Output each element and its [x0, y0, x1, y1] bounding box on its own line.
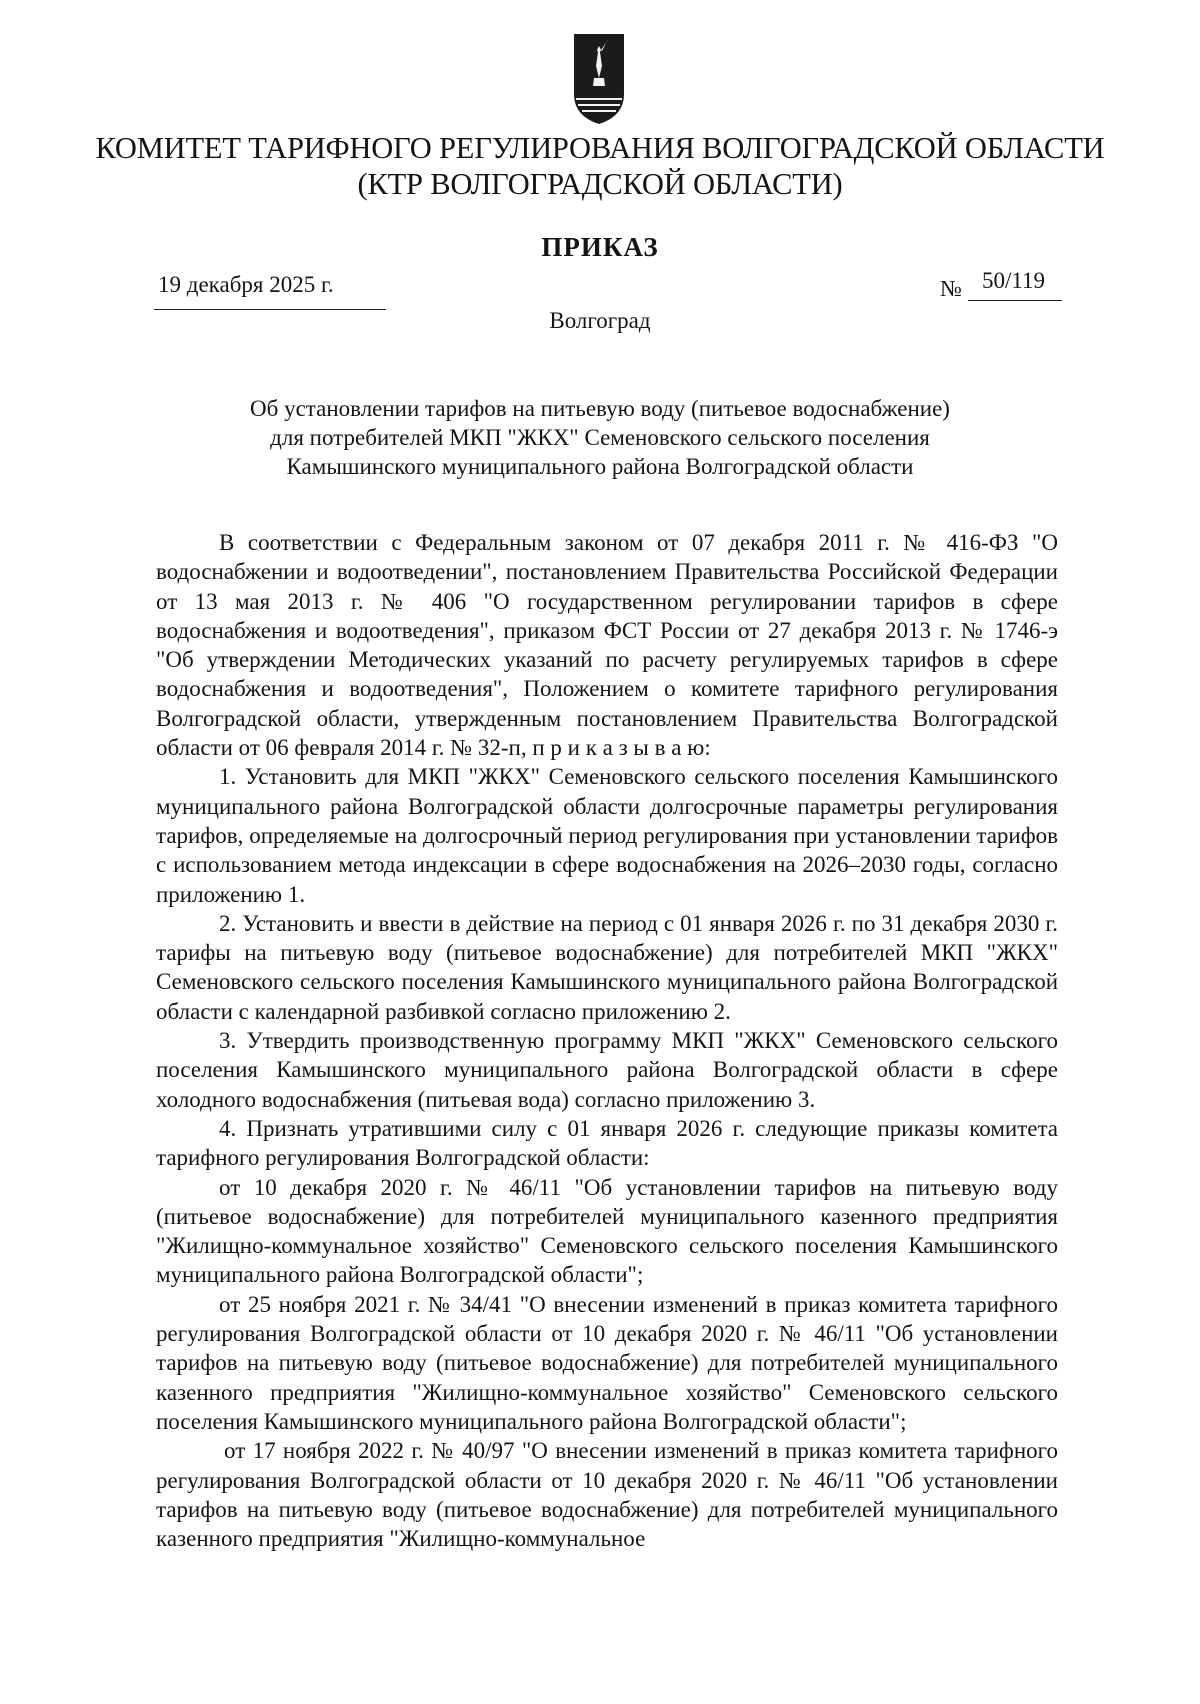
repealed-order-3: от 17 ноября 2022 г. № 40/97 "О внесении изменений в приказ комитета тарифного регулирования Волгоградской области от 10 декабря 2020 г. № 46/11 "Об установлении тарифов на питьевую воду (питьевое водоснабжение) для потребителей муниципального казенного предприятия "Жилищно-коммунальное: [156, 1438, 1058, 1552]
order-item-2: 2. Установить и ввести в действие на период с 01 января 2026 г. по 31 декабря 2030 г. тарифы на питьевую воду (питьевое водоснабжение) для потребителей МКП "ЖКХ" Семеновского сельского поселения Камышинского муниципального района Волгоградской области с календарной разбивкой согласно приложению 2.: [156, 910, 1058, 1024]
document-body: [156, 528, 1058, 1553]
document-number: 50/119: [982, 268, 1046, 293]
document-city: Волгоград: [549, 308, 651, 333]
document-subject: [0, 394, 1200, 481]
order-item-4: 4. Признать утратившими силу с 01 января 2026 г. следующие приказы комитета тарифного регулирования Волгоградской области:: [156, 1115, 1058, 1171]
repealed-order-2: от 25 ноября 2021 г. № 34/41 "О внесении изменений в приказ комитета тарифного регулирования Волгоградской области от 10 декабря 2020 г. № 46/11 "Об установлении тарифов на питьевую воду (питьевое водоснабжение) для потребителей муниципального казенного предприятия "Жилищно-коммунальное хозяйство" Семеновского сельского поселения Камышинского муниципального района Волгоградской области";: [156, 1291, 1058, 1434]
preamble-paragraph: В соответствии с Федеральным законом от 07 декабря 2011 г. № 416-ФЗ "О водоснабжении и водоотведении", постановлением Правительства Российской Федерации от 13 мая 2013 г. № 406 "О государственном регулировании тарифов в сфере водоснабжения и водоотведения", приказом ФСТ России от 27 декабря 2013 г. № 1746-э "Об утверждении Методических указаний по расчету регулируемых тарифов в сфере водоснабжения и водоотведения", Положением о комитете тарифного регулирования Волгоградской области, утвержденным постановлением Правительства Волгоградской области от 06 февраля 2014 г. № 32-п, п р и к а з ы в а ю:: [156, 530, 1058, 761]
organization-abbreviation: (КТР ВОЛГОГРАДСКОЙ ОБЛАСТИ): [357, 167, 843, 201]
number-label: №: [940, 276, 962, 301]
order-item-1: 1. Установить для МКП "ЖКХ" Семеновского сельского поселения Камышинского муниципального района Волгоградской области долгосрочные параметры регулирования тарифов, определяемые на долгосрочный период регулирования при установлении тарифов с использованием метода индексации в сфере водоснабжения на 2026–2030 годы, согласно приложению 1.: [156, 764, 1058, 907]
document-date: 19 декабря 2025 г.: [158, 272, 334, 297]
subject-line: для потребителей МКП "ЖКХ" Семеновского сельского поселения: [270, 425, 930, 450]
coat-of-arms-icon: [572, 32, 626, 126]
repealed-order-1: от 10 декабря 2020 г. № 46/11 "Об установлении тарифов на питьевую воду (питьевое водоснабжение) для потребителей муниципального казенного предприятия "Жилищно-коммунальное хозяйство" Семеновского сельского поселения Камышинского муниципального района Волгоградской области";: [156, 1174, 1058, 1288]
coat-of-arms-graphic: [572, 32, 626, 126]
document-type: ПРИКАЗ: [541, 232, 659, 262]
order-item-3: 3. Утвердить производственную программу МКП "ЖКХ" Семеновского сельского поселения Камышинского муниципального района Волгоградской области в сфере холодного водоснабжения (питьевая вода) согласно приложению 3.: [156, 1028, 1058, 1112]
subject-line: Камышинского муниципального района Волгоградской области: [286, 454, 914, 479]
organization-name: КОМИТЕТ ТАРИФНОГО РЕГУЛИРОВАНИЯ ВОЛГОГРАДСКОЙ ОБЛАСТИ: [95, 131, 1105, 165]
subject-line: Об установлении тарифов на питьевую воду (питьевое водоснабжение): [250, 396, 950, 421]
number-underline: [968, 300, 1062, 301]
